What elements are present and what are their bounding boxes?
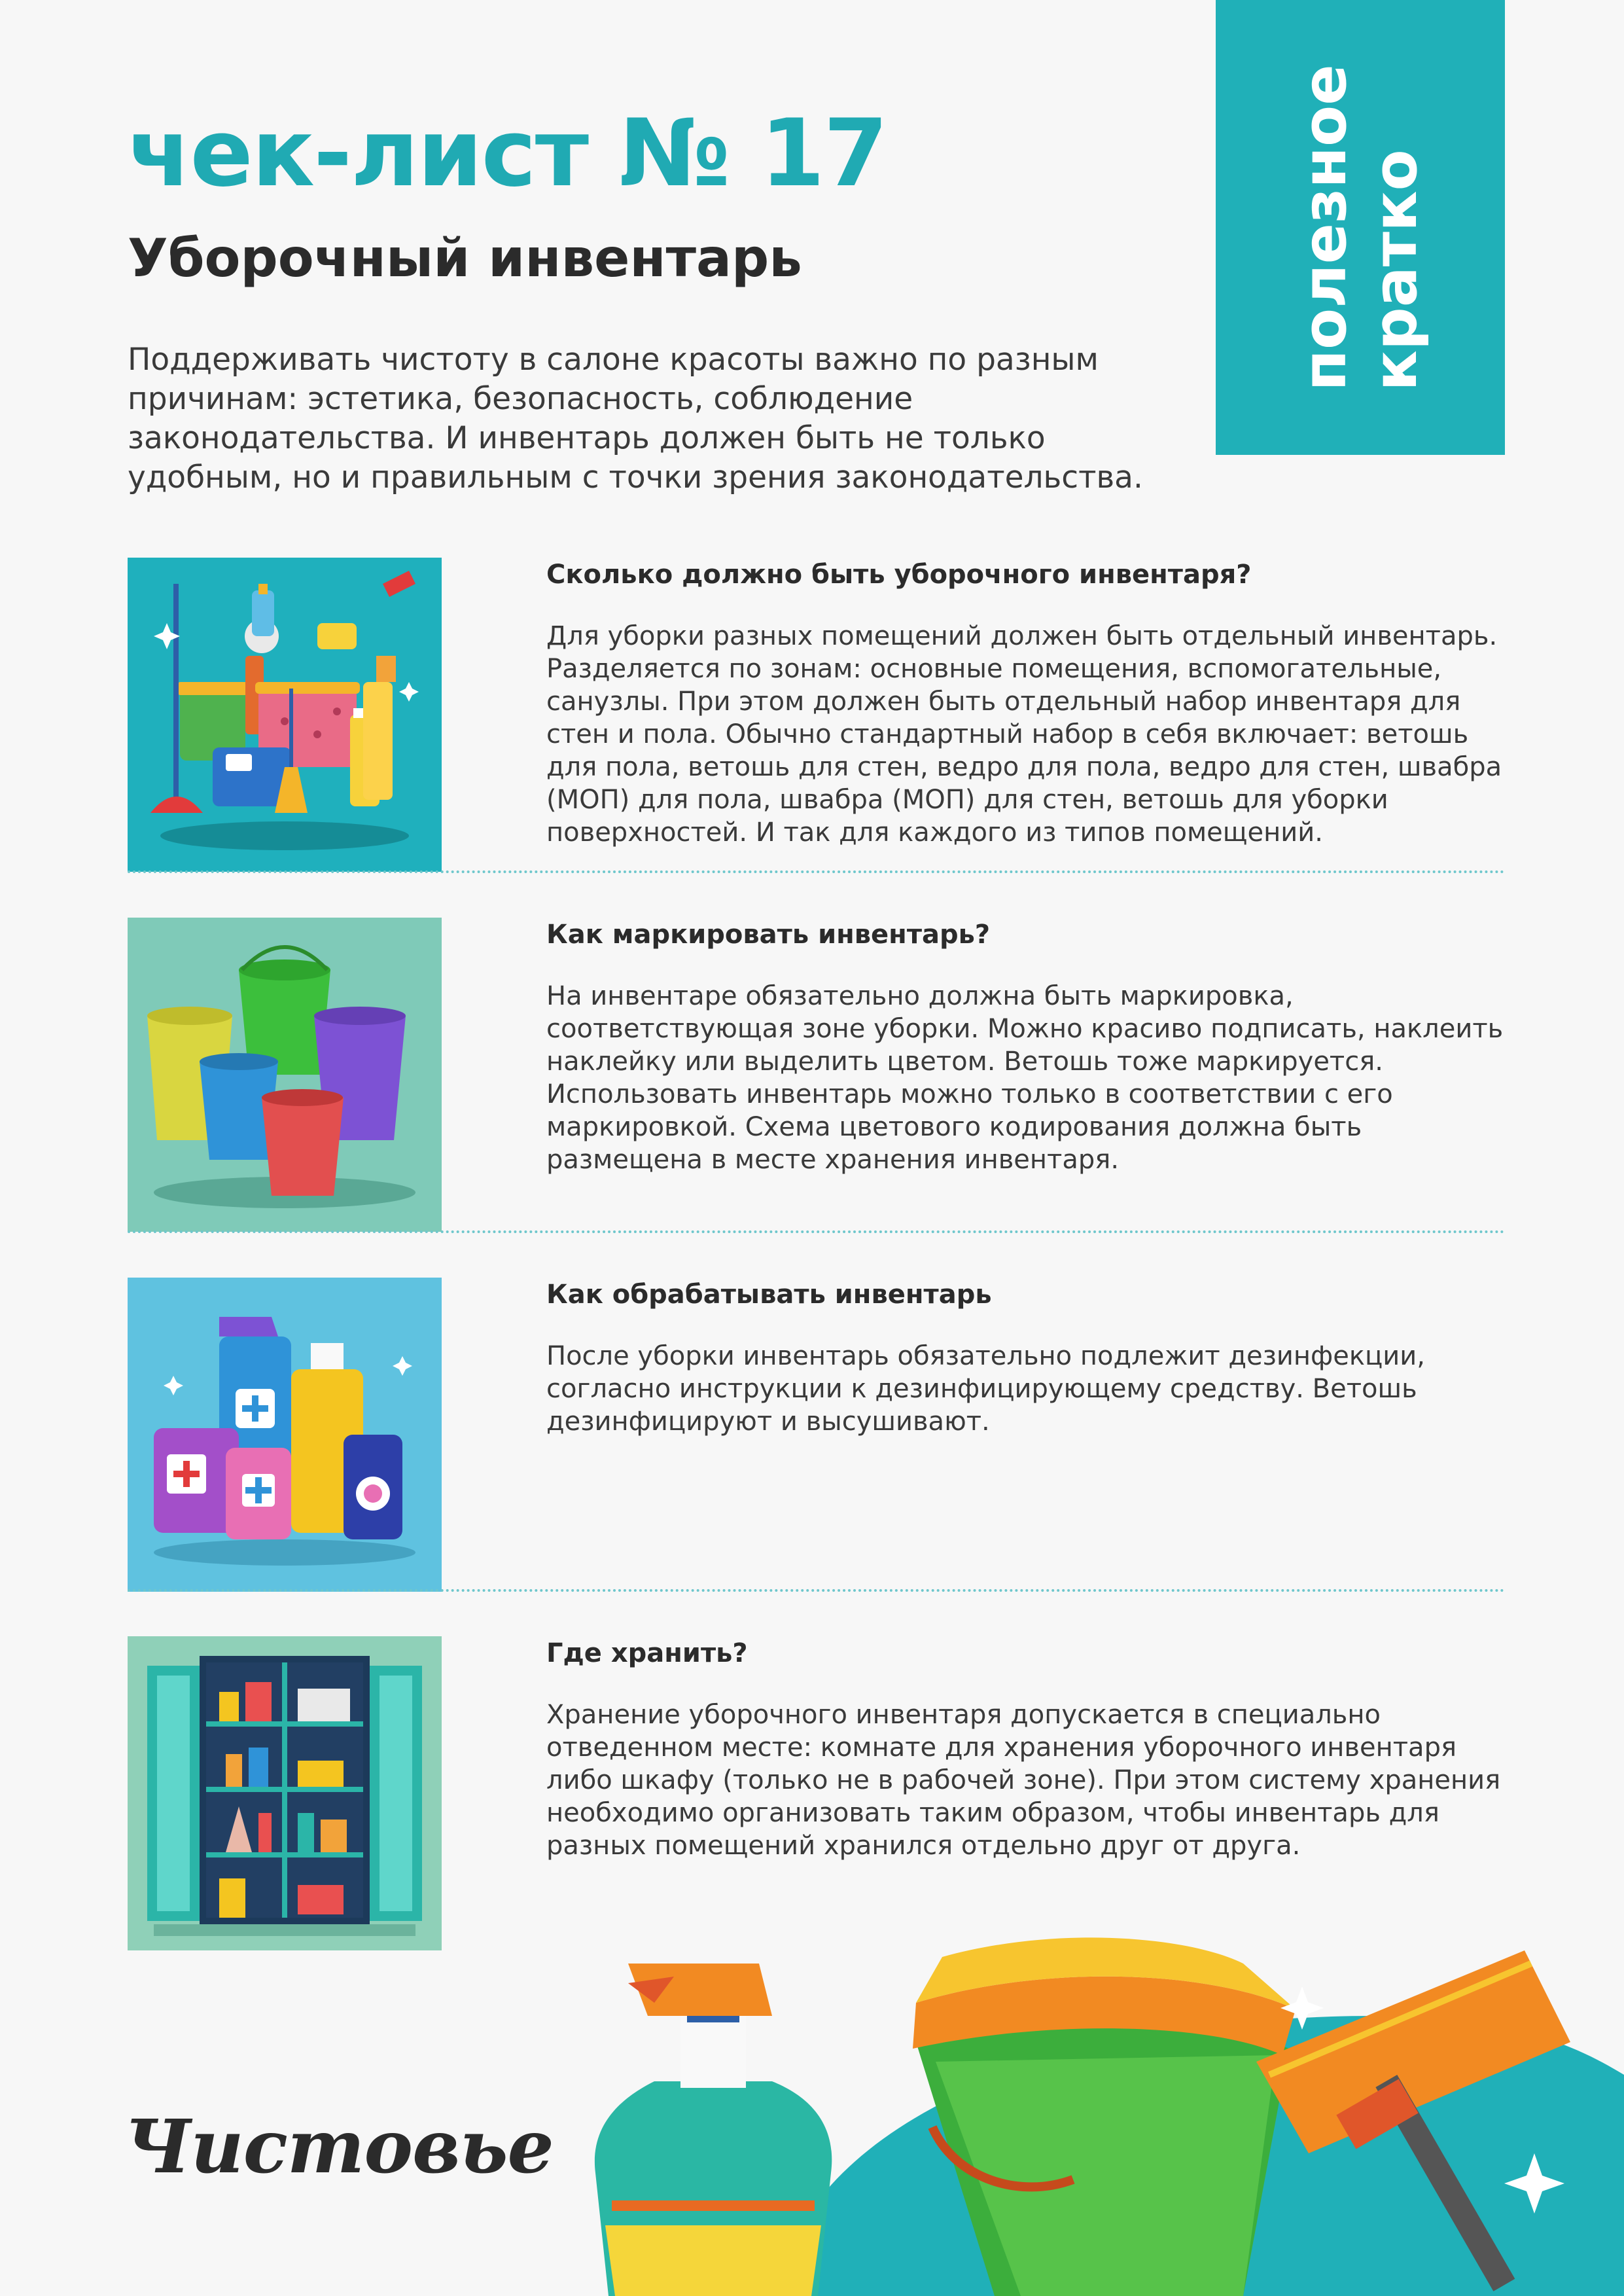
- section-heading: Как обрабатывать инвентарь: [546, 1280, 992, 1310]
- brand-logo: Чистовье: [124, 2104, 554, 2190]
- section-divider: [128, 870, 1505, 873]
- section-text: Хранение уборочного инвентаря допускается в специально отведенном месте: комнате для хранения уборочного инвентаря либо шкафу (только не в рабочей зоне). При этом систему хранения необходимо организовать таким образом, чтобы инвентарь для разных помещений хранился отдельно друг от друга.: [546, 1700, 1501, 1861]
- page-title: чек-лист № 17: [128, 99, 887, 207]
- section-divider: [128, 1230, 1505, 1233]
- badge-useful-brief: [1216, 0, 1505, 455]
- section-heading: Сколько должно быть уборочного инвентаря?: [546, 560, 1252, 590]
- disinfectant-bottles-illustration: [128, 1278, 442, 1592]
- storage-cabinet-illustration: [128, 1636, 442, 1950]
- colored-buckets-illustration: [128, 918, 442, 1232]
- page-subtitle: Уборочный инвентарь: [128, 228, 802, 289]
- section-heading: Как маркировать инвентарь?: [546, 920, 991, 950]
- section-text: После уборки инвентарь обязательно подлежит дезинфекции, согласно инструкции к дезинфицирующему средству. Ветошь дезинфицируют и высушивают.: [546, 1341, 1425, 1437]
- cleaning-supplies-illustration: [128, 558, 442, 872]
- section-divider: [128, 1589, 1505, 1592]
- section-heading: Где хранить?: [546, 1638, 748, 1668]
- section-text: Для уборки разных помещений должен быть отдельный инвентарь. Разделяется по зонам: основные помещения, вспомогательные, санузлы. При этом должен быть отдельный набор инвентаря для стен и пола. Обычно стандартный набор в себя включает: ветошь для пола, ветошь для стен, ведро для пола, ведро для стен, швабра (МОП) для пола, швабра (МОП) для стен, ветошь для уборки поверхностей. И так для каждого из типов помещений.: [546, 621, 1502, 848]
- badge-text: [1290, 64, 1431, 391]
- section-text: На инвентаре обязательно должна быть маркировка, соответствующая зоне уборки. Можно красиво подписать, наклеить наклейку или выделить цветом. Ветошь тоже маркируется. Использовать инвентарь можно только в соответствии с его маркировкой. Схема цветового кодирования должна быть размещена в месте хранения инвентаря.: [546, 981, 1504, 1175]
- badge-line-1: полезное: [1290, 63, 1360, 391]
- badge-line-2: кратко: [1360, 149, 1430, 391]
- intro-paragraph: Поддерживать чистоту в салоне красоты важно по разным причинам: эстетика, безопасность, соблюдение законодательства. И инвентарь должен быть не только удобным, но и правильным с точки зрения законодательства.: [128, 342, 1143, 495]
